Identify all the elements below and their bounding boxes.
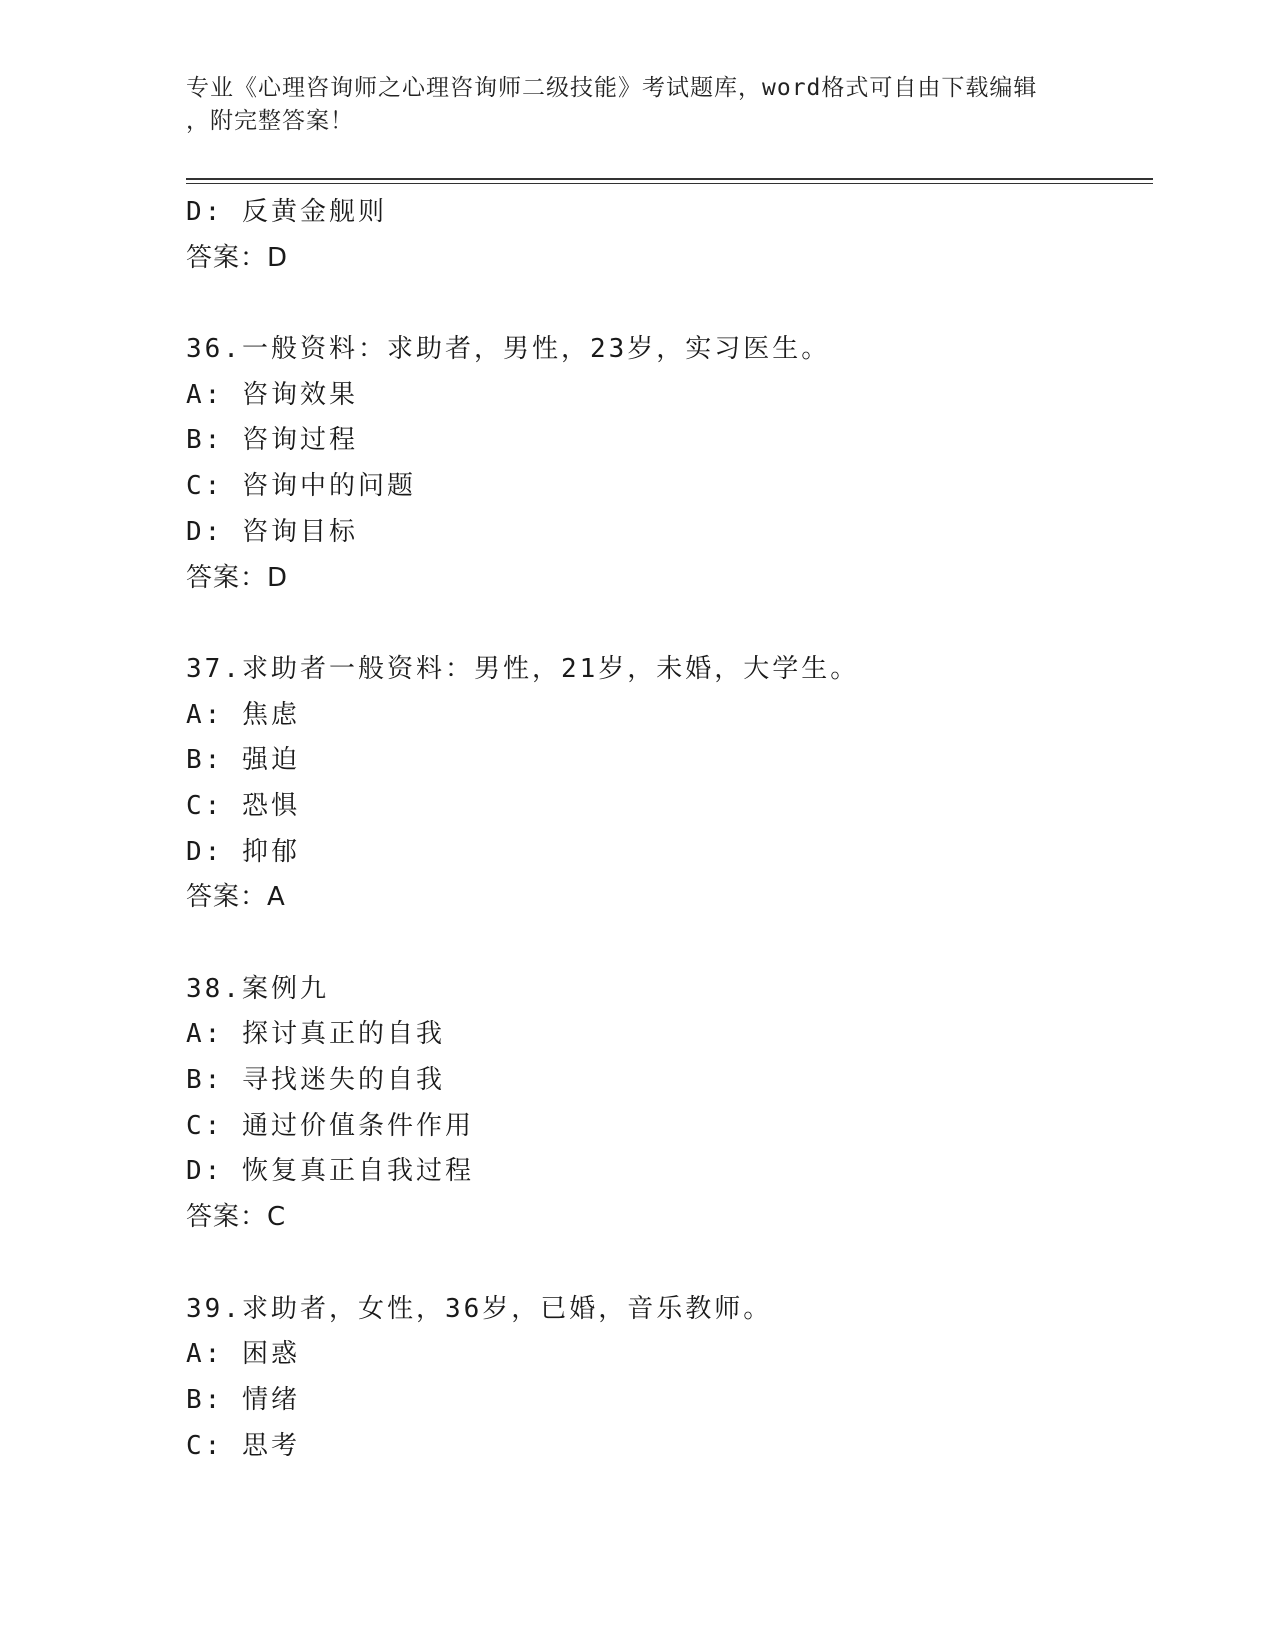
question-stem: 36.一般资料：求助者，男性，23岁，实习医生。 xyxy=(186,334,831,365)
question-list xyxy=(186,190,1146,1469)
header-title-line-1: 专业《心理咨询师之心理咨询师二级技能》考试题库，word格式可自由下载编辑 xyxy=(186,75,1038,101)
option-b: B: 强迫 xyxy=(186,745,300,776)
question-39 xyxy=(186,1287,1146,1470)
question-spacer xyxy=(186,281,1146,327)
question-spacer xyxy=(186,1241,1146,1287)
question-spacer xyxy=(186,601,1146,647)
option-d: D: 反黄金舰则 xyxy=(186,197,387,227)
option-c: C: 通过价值条件作用 xyxy=(186,1110,474,1141)
question-stem: 37.求助者一般资料：男性，21岁，未婚，大学生。 xyxy=(186,653,860,684)
answer-line: 答案：A xyxy=(186,882,286,913)
question-37 xyxy=(186,647,1146,921)
option-d: D: 抑郁 xyxy=(186,836,300,867)
header-divider xyxy=(186,178,1153,180)
option-d: D: 咨询目标 xyxy=(186,516,358,547)
question-38 xyxy=(186,967,1146,1241)
option-b: B: 寻找迷失的自我 xyxy=(186,1065,445,1096)
answer-line: 答案：D xyxy=(186,562,289,593)
question-stem: 38.案例九 xyxy=(186,973,329,1004)
question-36 xyxy=(186,327,1146,601)
document-header xyxy=(186,72,1086,138)
question-stem: 39.求助者，女性，36岁，已婚，音乐教师。 xyxy=(186,1293,773,1324)
option-a: A: 咨询效果 xyxy=(186,379,358,410)
option-a: A: 焦虑 xyxy=(186,699,300,730)
option-b: B: 情绪 xyxy=(186,1384,300,1415)
header-divider-thin xyxy=(186,183,1153,184)
option-c: C: 咨询中的问题 xyxy=(186,471,416,502)
header-title-line-2: ，附完整答案！ xyxy=(186,108,354,134)
option-c: C: 恐惧 xyxy=(186,790,300,821)
option-d: D: 恢复真正自我过程 xyxy=(186,1156,474,1187)
question-35-tail xyxy=(186,190,1146,281)
answer-line: 答案：D xyxy=(186,242,289,273)
option-c: C: 思考 xyxy=(186,1430,300,1461)
option-a: A: 探讨真正的自我 xyxy=(186,1019,445,1050)
answer-line: 答案：C xyxy=(186,1202,287,1233)
option-b: B: 咨询过程 xyxy=(186,425,358,456)
question-spacer xyxy=(186,921,1146,967)
option-a: A: 困惑 xyxy=(186,1339,300,1370)
